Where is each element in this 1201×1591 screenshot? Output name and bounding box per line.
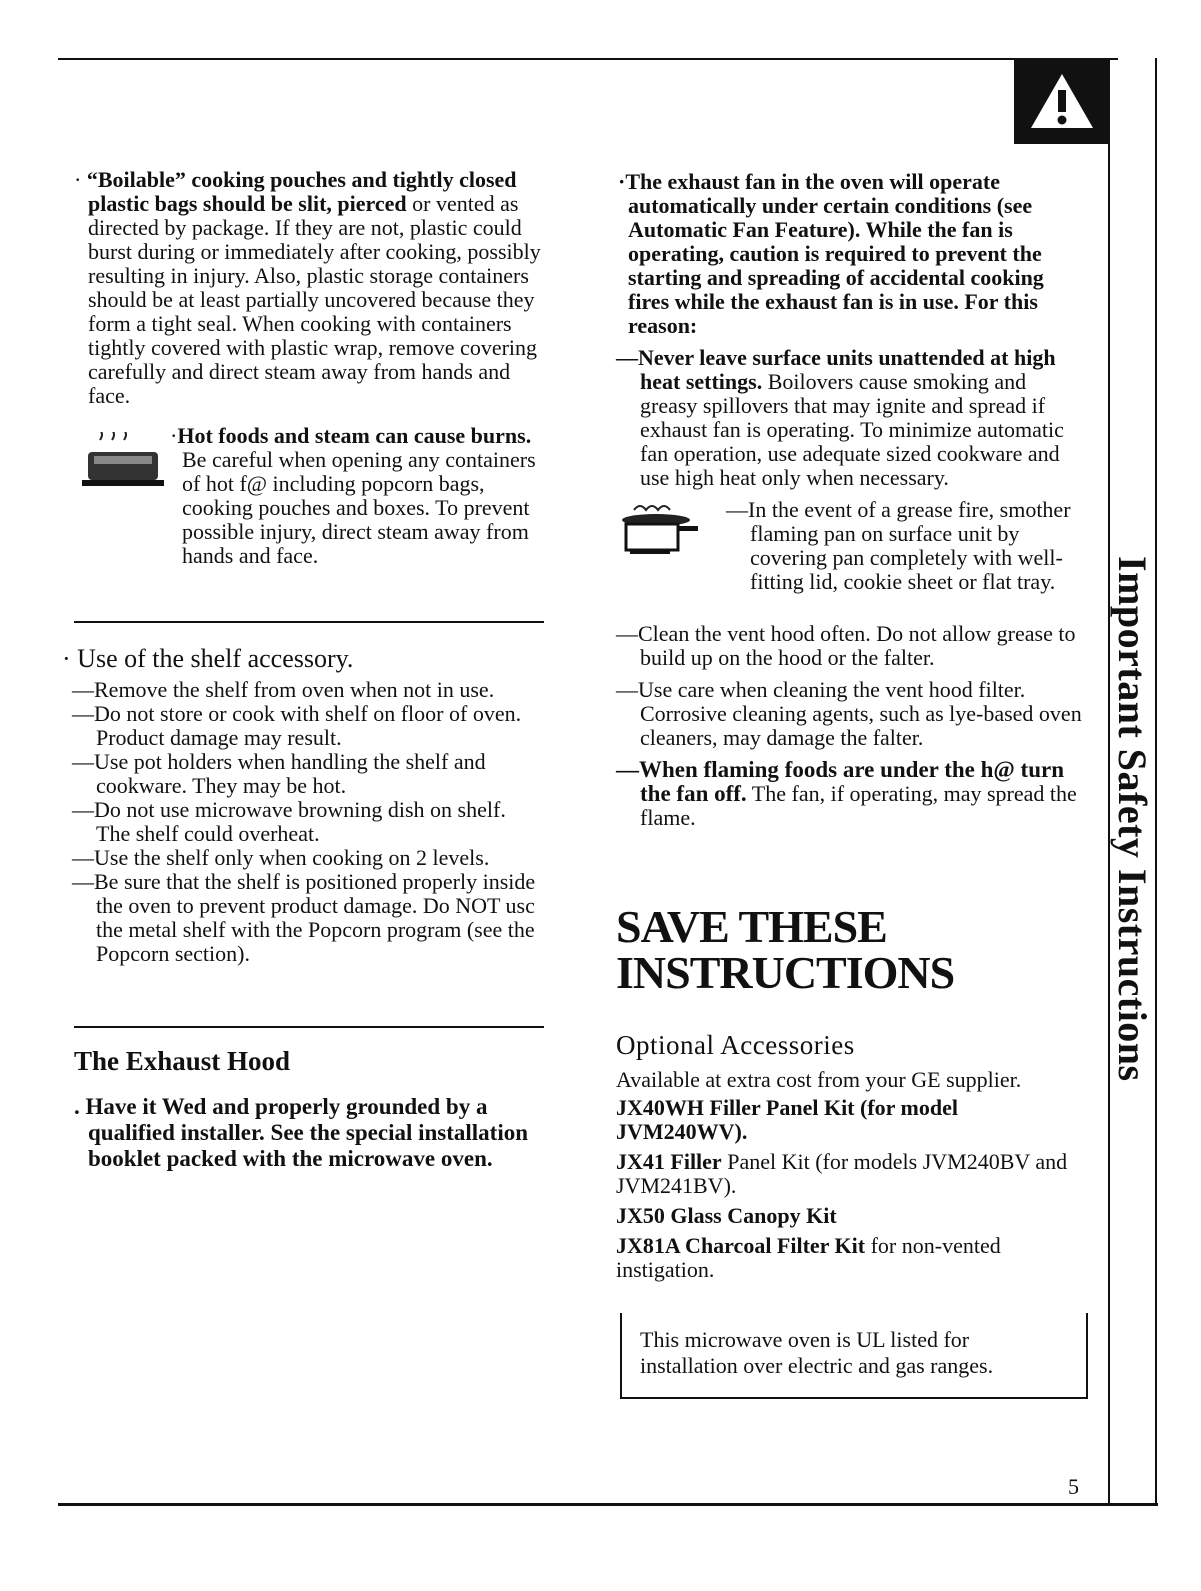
ul-note: This microwave oven is UL listed for installation over electric and gas ranges. — [640, 1327, 994, 1378]
boilable-paragraph: · “Boilable” cooking pouches and tightly closed plastic bags should be slit, pierced or vented as directed by package. If they are not, plastic could burst during or immediately after cooking, possibly resulting in injury. Also, plastic storage containers should be at least partially uncovered because they form a tight seal. When cooking with containers tightly covered with plastic wrap, remove covering carefully and direct steam away from hands and face. — [74, 167, 541, 408]
shelf-item: —Use pot holders when handling the shelf and cookware. They may be hot. — [72, 749, 486, 798]
accessory-item: JX81A Charcoal Filter Kit for non-vented instigation. — [616, 1233, 1001, 1282]
fan-paragraph: ·The exhaust fan in the oven will operate automatically under certain conditions (see Automatic Fan Feature). While the fan is operating, caution is required to prevent the starting and spreading of accidental cooking fires while the exhaust fan is in use. For this reason: — [618, 169, 1044, 338]
grease-paragraph: —In the event of a grease fire, smother flaming pan on surface unit by covering pan completely with well-fitting lid, cookie sheet or flat tray. — [726, 497, 1071, 594]
save-instructions-heading: SAVE THESE INSTRUCTIONS — [616, 901, 955, 998]
accessories-heading: Optional Accessories — [616, 1030, 855, 1060]
left-divider-2 — [74, 1026, 544, 1028]
right-column — [616, 170, 1086, 830]
ul-note-box — [620, 1313, 1088, 1399]
care-paragraph: —Use care when cleaning the vent hood filter. Corrosive cleaning agents, such as lye-based oven cleaners, may damage the falter. — [616, 677, 1082, 750]
shelf-heading: · Use of the shelf accessory. — [62, 644, 354, 673]
accessories-intro: Available at extra cost from your GE supplier. — [616, 1067, 1022, 1092]
exhaust-section — [74, 1046, 544, 1172]
steam-dish-icon — [80, 432, 170, 492]
bottom-rule — [58, 1503, 1158, 1506]
warning-icon — [1014, 58, 1110, 144]
left-column — [62, 168, 542, 594]
accessory-item: JX40WH Filler Panel Kit (for model JVM240WV). — [616, 1095, 958, 1144]
accessory-item: JX50 Glass Canopy Kit — [616, 1203, 837, 1228]
shelf-section — [62, 644, 542, 966]
shelf-item: —Be sure that the shelf is positioned properly inside the oven to prevent product damage. Do NOT usc the metal shelf with the Popcorn program (see the Popcorn section). — [72, 869, 536, 966]
left-divider-1 — [74, 621, 544, 623]
shelf-item: —Use the shelf only when cooking on 2 levels. — [72, 845, 490, 870]
exhaust-paragraph: . Have it Wed and properly grounded by a qualified installer. See the special installation booklet packed with the microwave oven. — [74, 1094, 529, 1171]
clean-paragraph: —Clean the vent hood often. Do not allow grease to build up on the hood or the falter. — [616, 621, 1076, 670]
shelf-item: —Do not store or cook with shelf on floor of oven. Product damage may result. — [72, 701, 522, 750]
flaming-paragraph: —When flaming foods are under the h@ turn the fan off. The fan, if operating, may spread the flame. — [616, 757, 1077, 830]
accessory-item: JX41 Filler Panel Kit (for models JVM240BV and JVM241BV). — [616, 1149, 1068, 1198]
accessories-section — [616, 1030, 1086, 1282]
hot-foods-block — [62, 424, 542, 594]
page-number: 5 — [1068, 1474, 1079, 1499]
shelf-item: —Do not use microwave browning dish on shelf. The shelf could overheat. — [72, 797, 506, 846]
grease-block — [616, 498, 1086, 618]
never-paragraph: —Never leave surface units unattended at high heat settings. Boilovers cause smoking and greasy spillovers that may ignite and spread if exhaust fan is operating. To minimize automatic fan operation, use adequate sized cookware and use high heat only when necessary. — [616, 345, 1064, 490]
pan-lid-icon — [616, 500, 700, 566]
sidebar-title: Important Safety Instructions — [1110, 556, 1155, 1082]
hot-foods-paragraph: ·Hot foods and steam can cause burns. Be careful when opening any containers of hot f@ including popcorn bags, cooking pouches and boxes. To prevent possible injury, direct steam away from hands and face. — [170, 423, 536, 568]
exhaust-heading: The Exhaust Hood — [74, 1046, 291, 1076]
shelf-item: —Remove the shelf from oven when not in use. — [72, 677, 495, 702]
top-rule — [58, 58, 1118, 60]
